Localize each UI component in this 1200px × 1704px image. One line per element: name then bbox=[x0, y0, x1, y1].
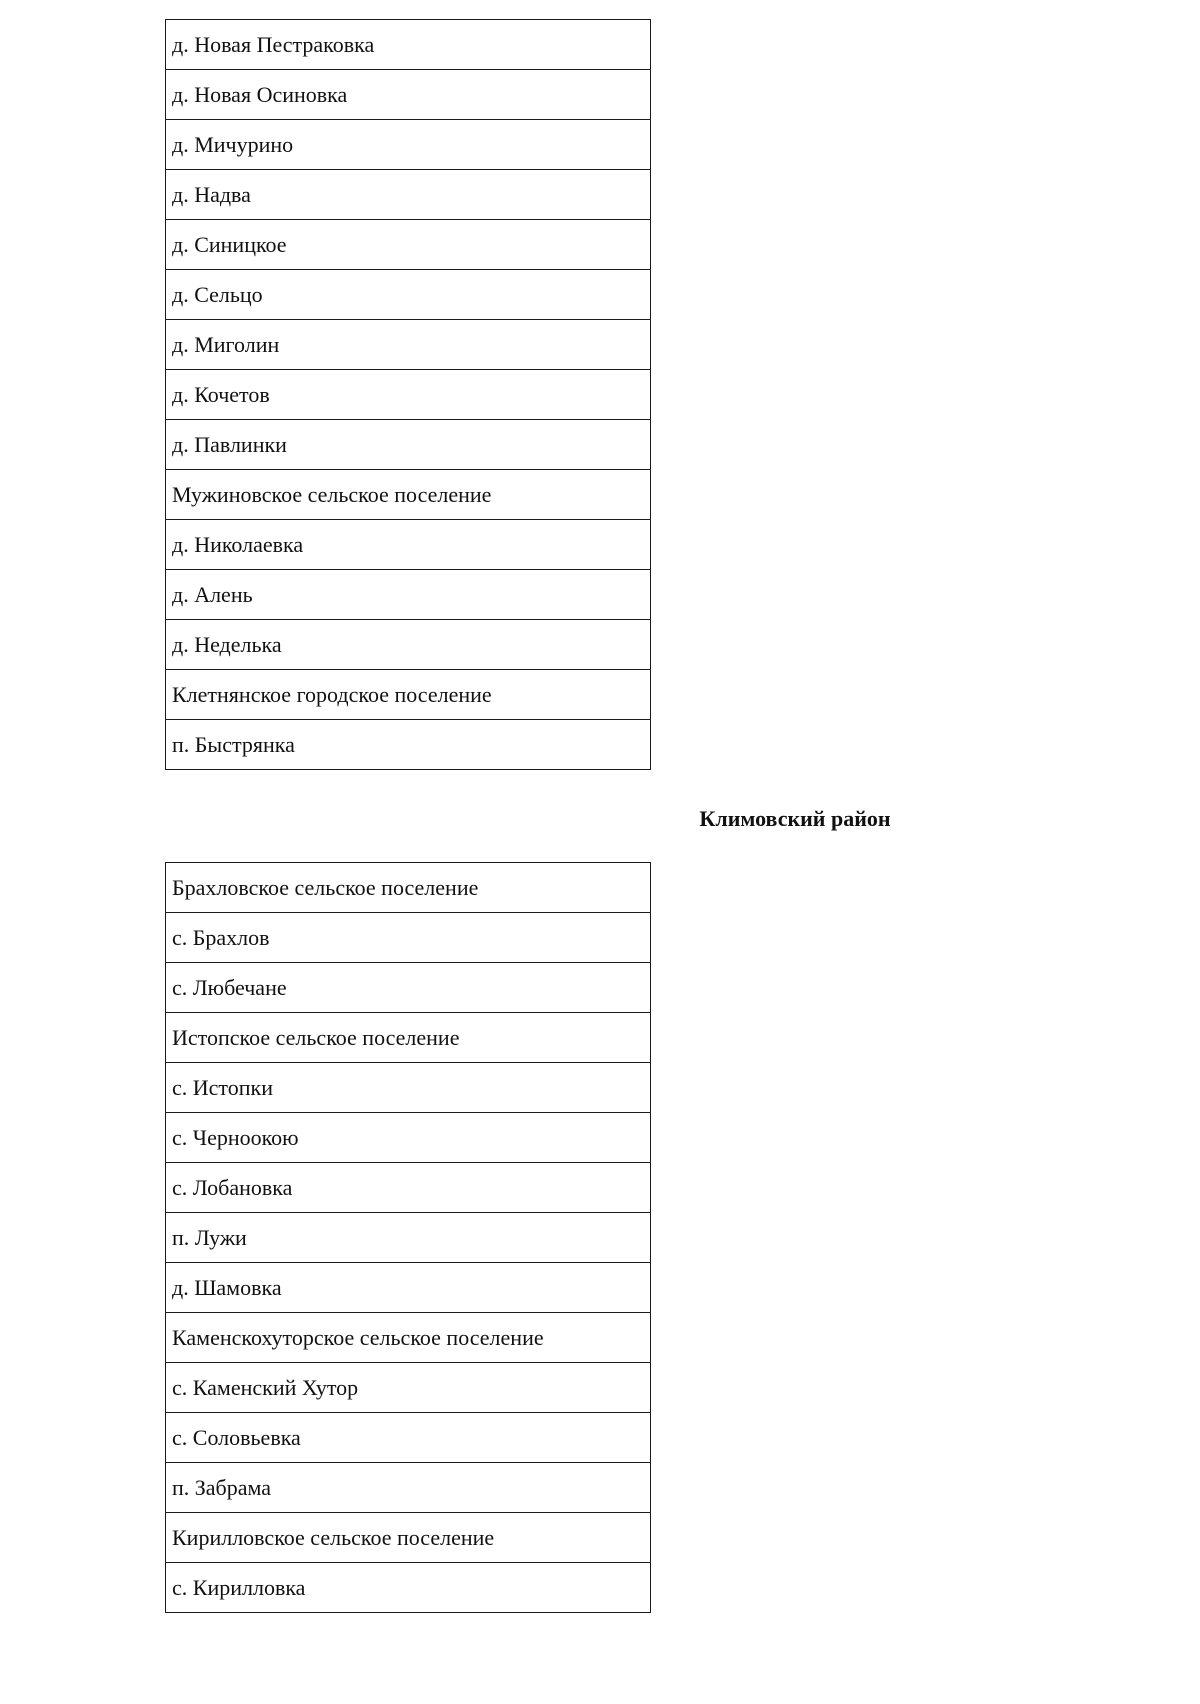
table-row bbox=[166, 1263, 651, 1313]
table-cell: д. Миголин bbox=[166, 320, 651, 370]
table-row bbox=[166, 220, 651, 270]
table-row bbox=[166, 620, 651, 670]
table-row bbox=[166, 1513, 651, 1563]
table-row bbox=[166, 470, 651, 520]
table-row bbox=[166, 570, 651, 620]
table-cell: Клетнянское городское поселение bbox=[166, 670, 651, 720]
table-row bbox=[166, 370, 651, 420]
table-cell: д. Алень bbox=[166, 570, 651, 620]
table-row bbox=[166, 913, 651, 963]
table-cell: п. Лужи bbox=[166, 1213, 651, 1263]
table-row bbox=[166, 520, 651, 570]
table-row bbox=[166, 963, 651, 1013]
table-cell: Мужиновское сельское поселение bbox=[166, 470, 651, 520]
table-row bbox=[166, 1113, 651, 1163]
table-cell: Кирилловское сельское поселение bbox=[166, 1513, 651, 1563]
table-row bbox=[166, 863, 651, 913]
table-row bbox=[166, 1313, 651, 1363]
table-cell: д. Сельцо bbox=[166, 270, 651, 320]
table-row bbox=[166, 1163, 651, 1213]
table-cell: с. Любечане bbox=[166, 963, 651, 1013]
table-cell: п. Забрама bbox=[166, 1463, 651, 1513]
table-cell: с. Брахлов bbox=[166, 913, 651, 963]
district-heading: Климовский район bbox=[699, 806, 891, 831]
table-cell: д. Павлинки bbox=[166, 420, 651, 470]
table-cell: д. Надва bbox=[166, 170, 651, 220]
table-body bbox=[166, 863, 651, 1613]
table-cell: п. Быстрянка bbox=[166, 720, 651, 770]
table-cell: Брахловское сельское поселение bbox=[166, 863, 651, 913]
table-row bbox=[166, 1413, 651, 1463]
table-cell: с. Соловьевка bbox=[166, 1413, 651, 1463]
table-row bbox=[166, 670, 651, 720]
table-cell: с. Лобановка bbox=[166, 1163, 651, 1213]
table-cell: Каменскохуторское сельское поселение bbox=[166, 1313, 651, 1363]
table-row bbox=[166, 170, 651, 220]
table-body bbox=[166, 20, 651, 770]
table-cell: д. Новая Осиновка bbox=[166, 70, 651, 120]
table-row bbox=[166, 1213, 651, 1263]
table-cell: с. Кирилловка bbox=[166, 1563, 651, 1613]
settlements-table-1 bbox=[165, 19, 651, 770]
table-cell: с. Черноокою bbox=[166, 1113, 651, 1163]
table-row bbox=[166, 1563, 651, 1613]
table-row bbox=[166, 120, 651, 170]
table-row bbox=[166, 720, 651, 770]
table-row bbox=[166, 20, 651, 70]
table-cell: д. Шамовка bbox=[166, 1263, 651, 1313]
table-row bbox=[166, 1013, 651, 1063]
table-cell: с. Истопки bbox=[166, 1063, 651, 1113]
table-row bbox=[166, 1063, 651, 1113]
table-cell: д. Мичурино bbox=[166, 120, 651, 170]
table-row bbox=[166, 320, 651, 370]
table-cell: д. Неделька bbox=[166, 620, 651, 670]
table-cell: с. Каменский Хутор bbox=[166, 1363, 651, 1413]
table-cell: д. Николаевка bbox=[166, 520, 651, 570]
table-cell: д. Новая Пестраковка bbox=[166, 20, 651, 70]
table-row bbox=[166, 270, 651, 320]
settlements-table-2 bbox=[165, 862, 651, 1613]
table-cell: д. Кочетов bbox=[166, 370, 651, 420]
table-cell: д. Синицкое bbox=[166, 220, 651, 270]
table-row bbox=[166, 1463, 651, 1513]
table-row bbox=[166, 420, 651, 470]
table-row bbox=[166, 70, 651, 120]
table-row bbox=[166, 1363, 651, 1413]
table-cell: Истопское сельское поселение bbox=[166, 1013, 651, 1063]
